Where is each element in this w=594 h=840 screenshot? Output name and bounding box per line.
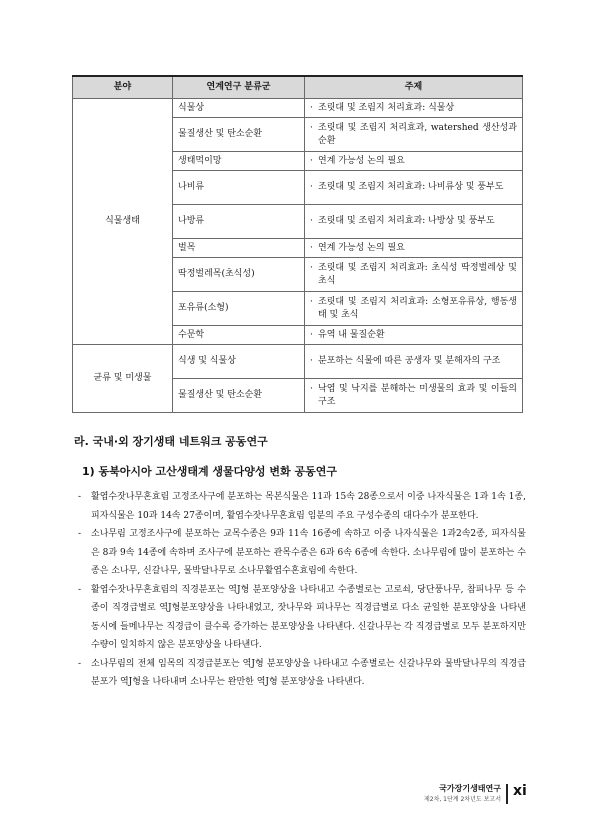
- dash-bullet: -: [78, 658, 82, 669]
- topic-text: 조릿대 및 조림지 처리효과: 초식성 딱정벌레상 및 초식: [318, 262, 517, 286]
- header-topic: 주제: [305, 76, 523, 99]
- topic-content: [310, 355, 517, 368]
- dot-bullet: ·: [310, 262, 313, 273]
- paragraph: [78, 525, 526, 581]
- dot-bullet: ·: [310, 356, 313, 366]
- dash-bullet: -: [78, 584, 82, 595]
- topic-text: 조릿대 및 조림지 처리효과, watershed 생산성과 순환: [318, 122, 517, 146]
- dot-bullet: ·: [310, 155, 313, 166]
- paragraph: [78, 655, 526, 692]
- topic-text: 유역 내 물질순환: [318, 329, 385, 340]
- topic-cell: [305, 345, 523, 379]
- page-number: xi: [513, 783, 527, 799]
- topic-text: 조릿대 및 조림지 처리효과: 나비류상 및 풍부도: [318, 182, 504, 192]
- topic-cell: [305, 99, 523, 118]
- field-cell: 균류 및 미생물: [73, 345, 173, 413]
- table-row: [73, 99, 523, 118]
- topic-text: 조릿대 및 조림지 처리효과: 소형포유류상, 행동생태 및 초식: [318, 296, 517, 320]
- topic-text: 분포하는 식물에 따른 공생자 및 분해자의 구조: [318, 356, 501, 366]
- subsection-heading: 1) 동북아시아 고산생태계 생물다양성 변화 공동연구: [82, 465, 337, 478]
- paragraph: [78, 581, 526, 655]
- category-cell: 식생 및 식물상: [173, 345, 305, 379]
- topic-content: [310, 242, 517, 255]
- topic-content: [310, 102, 517, 115]
- dot-bullet: ·: [310, 383, 313, 394]
- category-cell: 식물상: [173, 99, 305, 118]
- table-row: [73, 345, 523, 379]
- topic-cell: [305, 118, 523, 152]
- section-heading: 라. 국내·외 장기생태 네트워크 공동연구: [74, 435, 268, 448]
- dash-bullet: -: [78, 529, 82, 539]
- topic-content: [310, 383, 517, 409]
- topic-content: [310, 262, 517, 288]
- body-paragraphs: [78, 488, 526, 692]
- header-field: 분야: [73, 76, 173, 99]
- topic-cell: [305, 239, 523, 258]
- topic-text: 연계 가능성 논의 필요: [318, 155, 405, 166]
- category-cell: 물질생산 및 탄소순환: [173, 379, 305, 413]
- topic-content: [310, 181, 517, 194]
- dot-bullet: ·: [310, 216, 313, 226]
- topic-text: 조릿대 및 조림지 처리효과: 나방상 및 풍부도: [318, 216, 495, 226]
- dot-bullet: ·: [310, 329, 313, 340]
- dot-bullet: ·: [310, 102, 313, 113]
- category-cell: 포유류(소형): [173, 292, 305, 326]
- dot-bullet: ·: [310, 122, 313, 133]
- paragraph-text: 활엽수잣나무혼효림의 직경분포는 역J형 분포양상을 나타내고 수종별로는 고로쇠, 당단풍나무, 참피나무 등 수종이 직경급별로 역J형분포양상을 나타내었고, 잣나무와 피나무는 직경급별로 다소 균일한 분포양상을 나타낸 동시에 들메나무는 직경급이 클수록 증가하는 분포양상을 나타낸다. 신갈나무는 각 직경급별로 모두 분포하지만 수량이 일치하지 않은 분포양상을 나타낸다.: [91, 584, 526, 650]
- topic-cell: [305, 379, 523, 413]
- topic-content: [310, 122, 517, 148]
- topic-cell: [305, 205, 523, 239]
- research-table: [72, 75, 523, 413]
- research-table-body: [73, 99, 523, 413]
- paragraph-text: 활엽수잣나무혼효림 고정조사구에 분포하는 목본식물은 11과 15속 28종으로서 이중 나자식물은 1과 1속 1종, 피자식물은 10과 14속 27종이며, 활엽수잣나무혼효림 임분의 주요 구성수종의 대다수가 분포한다.: [91, 492, 526, 521]
- topic-content: [310, 215, 517, 228]
- topic-content: [310, 155, 517, 168]
- dot-bullet: ·: [310, 242, 313, 253]
- paragraph-text: 소나무림 고정조사구에 분포하는 교목수종은 9과 11속 16종에 속하고 이중 나자식물은 1과2속2종, 피자식물은 8과 9속 14종에 속하며 조사구에 분포하는 관목수종은 6과 6속 6종에 속한다. 소나무림에 많이 분포하는 수종은 소나무, 신갈나무, 물박달나무로 소나무활엽수혼효림에 속한다.: [91, 529, 526, 576]
- category-cell: 벌목: [173, 239, 305, 258]
- category-cell: 나방류: [173, 205, 305, 239]
- category-cell: 물질생산 및 탄소순환: [173, 118, 305, 152]
- category-cell: 생태먹이망: [173, 152, 305, 171]
- topic-text: 연계 가능성 논의 필요: [318, 242, 405, 253]
- category-cell: 수문학: [173, 326, 305, 345]
- footer-title: 국가장기생태연구: [439, 784, 501, 793]
- topic-content: [310, 296, 517, 322]
- field-cell: 식물생태: [73, 99, 173, 345]
- topic-text: 조릿대 및 조림지 처리효과: 식물상: [318, 102, 455, 113]
- footer-divider: [506, 784, 508, 804]
- paragraph: [78, 488, 526, 525]
- footer-subtitle: 제2차, 1단계 2차년도 보고서: [423, 796, 501, 803]
- category-cell: 딱정벌레목(초식성): [173, 258, 305, 292]
- paragraph-text: 소나무림의 전체 임목의 직경급분포는 역J형 분포양상을 나타내고 수종별로는 신갈나무와 물박달나무의 직경급분포가 역J형을 나타내며 소나무는 완만한 역J형 분포양상을 나타낸다.: [91, 658, 526, 687]
- topic-cell: [305, 292, 523, 326]
- topic-cell: [305, 171, 523, 205]
- category-cell: 나비류: [173, 171, 305, 205]
- header-category: 연계연구 분류군: [173, 76, 305, 99]
- dot-bullet: ·: [310, 182, 313, 192]
- topic-cell: [305, 258, 523, 292]
- dot-bullet: ·: [310, 296, 313, 307]
- dash-bullet: -: [78, 492, 82, 502]
- topic-text: 낙엽 및 낙지를 분해하는 미생물의 효과 및 이들의 구조: [318, 383, 517, 407]
- topic-content: [310, 329, 517, 342]
- topic-cell: [305, 326, 523, 345]
- topic-cell: [305, 152, 523, 171]
